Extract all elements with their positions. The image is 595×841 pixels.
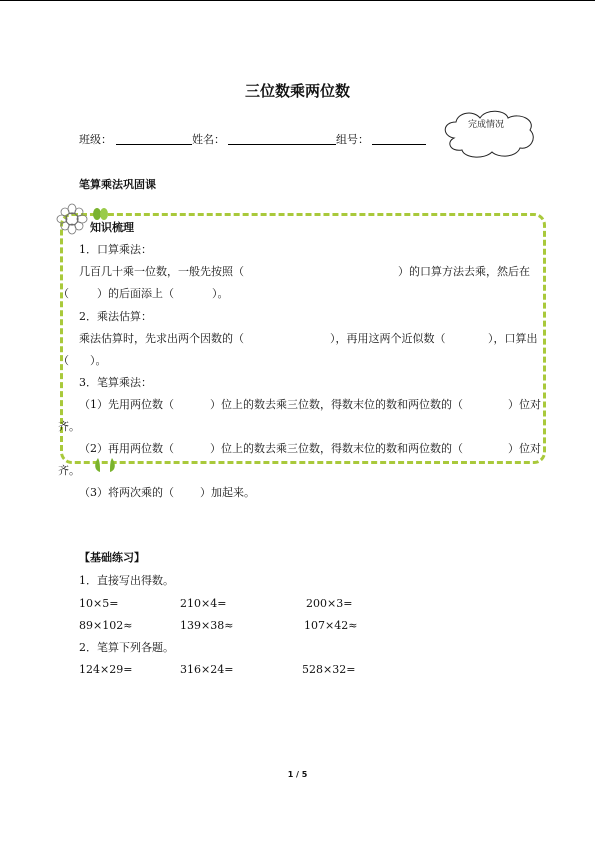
k-text-3h: 齐。	[58, 464, 80, 477]
k-text-2e: ）。	[90, 354, 107, 367]
practice-q1: 1．直接写出得数。	[79, 574, 174, 587]
top-rule	[0, 0, 595, 1]
name-label: 姓名：	[192, 133, 225, 146]
k-text-3j: ）加起来。	[200, 486, 255, 499]
practice-q2: 2．笔算下列各题。	[79, 641, 174, 654]
k-text-3g: ）位对	[508, 442, 541, 455]
page-title: 三位数乘两位数	[244, 82, 350, 100]
page-number: 1 / 5	[287, 770, 308, 779]
exercise-2: 210×4=	[180, 597, 227, 610]
k-text-1a: 几百几十乘一位数，一般先按照（	[79, 265, 244, 278]
k-text-3d: 齐。	[58, 420, 80, 433]
k-item-1: 1．口算乘法：	[79, 243, 152, 256]
leaf-icon	[92, 207, 110, 221]
cloud-icon	[440, 108, 538, 160]
sprout-icon	[92, 456, 118, 474]
k-item-3: 3．笔算乘法：	[79, 376, 152, 389]
flower-icon	[56, 203, 94, 235]
knowledge-title: 知识梳理	[90, 221, 134, 234]
exercise-4: 89×102≈	[79, 619, 133, 632]
cloud-text: 完成情况	[468, 120, 505, 130]
exercise-9: 528×32=	[302, 663, 356, 676]
k-text-3a: （1）先用两位数（	[79, 398, 174, 411]
section-title: 笔算乘法巩固课	[79, 178, 156, 191]
exercise-8: 316×24=	[180, 663, 234, 676]
group-blank	[372, 134, 426, 145]
k-text-2c: ），口算出	[488, 332, 538, 345]
k-text-1e: ）。	[212, 287, 229, 300]
k-text-1c: （	[58, 287, 69, 300]
k-text-1b: ）的口算方法去乘，然后在	[398, 265, 530, 278]
exercise-7: 124×29=	[79, 663, 133, 676]
k-text-3i: （3）将两次乘的（	[79, 486, 174, 499]
k-text-2a: 乘法估算时，先求出两个因数的（	[79, 332, 244, 345]
exercise-3: 200×3=	[306, 597, 353, 610]
class-label: 班级：	[79, 133, 112, 146]
exercise-5: 139×38≈	[180, 619, 234, 632]
practice-title: 【基础练习】	[79, 551, 145, 564]
k-text-3c: ）位对	[508, 398, 541, 411]
k-text-3e: （2）再用两位数（	[79, 442, 174, 455]
k-item-2: 2．乘法估算：	[79, 310, 152, 323]
group-label: 组号：	[336, 133, 369, 146]
k-text-2b: ），再用这两个近似数（	[330, 332, 446, 345]
k-text-1d: ）的后面添上（	[97, 287, 174, 300]
class-blank	[116, 134, 192, 145]
k-text-3b: ）位上的数去乘三位数，得数末位的数和两位数的（	[210, 398, 463, 411]
exercise-6: 107×42≈	[304, 619, 358, 632]
name-blank	[228, 134, 336, 145]
k-text-3f: ）位上的数去乘三位数，得数末位的数和两位数的（	[210, 442, 463, 455]
exercise-1: 10×5=	[79, 597, 119, 610]
k-text-2d: （	[58, 354, 69, 367]
